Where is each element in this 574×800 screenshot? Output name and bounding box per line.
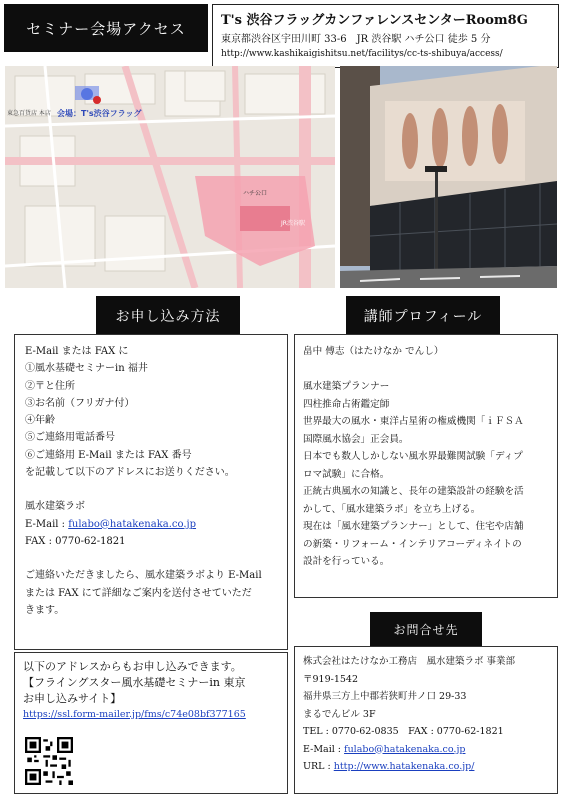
apply-method-box <box>14 334 288 650</box>
apply-line: E-Mail または FAX に <box>25 346 129 357</box>
apply-line: ①風水基礎セミナーin 福井 <box>25 363 148 375</box>
contact-email-label: E-Mail : <box>303 743 342 755</box>
profile-line: 風水建築プランナー <box>303 381 390 392</box>
apply-line: を記載して以下のアドレスにお送りください。 <box>25 467 235 479</box>
apply-note-line: きます。 <box>25 604 65 616</box>
apply-note-line: ご連絡いただきましたら、風水建築ラボより E-Mail <box>25 570 262 582</box>
map-label-store: 東急百貨店 本店 <box>7 110 51 117</box>
venue-url[interactable]: http://www.kashikaigishitsu.net/facilitys/cc-ts-shibuya/access/ <box>221 49 503 59</box>
contact-address-1: 福井県三方上中郡若狭町井ノ口 29-33 <box>303 691 467 702</box>
venue-info-box <box>212 4 559 68</box>
apply-line: ②〒と住所 <box>25 380 75 392</box>
venue-address: 東京都渋谷区宇田川町 33-6 JR 渋谷駅 ハチ公口 徒歩 5 分 <box>221 34 491 45</box>
online-line: 以下のアドレスからもお申し込みできます。 <box>23 660 242 673</box>
instructor-profile-header: 講師プロフィール <box>346 296 500 336</box>
apply-email-row <box>25 516 277 533</box>
map-label-station: JR渋谷駅 <box>281 220 305 227</box>
venue-street-photo <box>340 66 557 288</box>
venue-access-header: セミナー会場アクセス <box>4 4 208 52</box>
contact-email-link[interactable]: fulabo@hatakenaka.co.jp <box>344 743 466 755</box>
online-line: 【フライングスター風水基礎セミナーin 東京 <box>23 676 246 689</box>
online-apply-box <box>14 652 288 794</box>
profile-line: 正統古典風水の知識と、長年の建築設計の経験を活 <box>303 486 524 497</box>
contact-box <box>294 646 558 794</box>
apply-email-link[interactable]: fulabo@hatakenaka.co.jp <box>68 518 197 530</box>
contact-url-link[interactable]: http://www.hatakenaka.co.jp/ <box>333 761 475 772</box>
instructor-profile-box <box>294 334 558 598</box>
contact-address-2: まるでんビル 3F <box>303 708 376 720</box>
profile-name: 畠中 傅志（はたけなか でんし） <box>303 346 444 357</box>
online-line: お申し込みサイト】 <box>23 692 122 705</box>
profile-line: 設計を行っている。 <box>303 556 390 567</box>
map-label-venue: 会場：T's渋谷フラッグ <box>57 109 142 118</box>
map-graphic <box>5 66 335 288</box>
apply-line: ⑥ご連絡用 E-Mail または FAX 番号 <box>25 449 192 461</box>
venue-name: T's 渋谷フラッグカンファレンスセンターRoom8G <box>221 13 528 28</box>
apply-method-header: お申し込み方法 <box>96 296 240 336</box>
contact-email-row <box>303 741 549 759</box>
venue-map <box>5 66 335 288</box>
apply-line: ③お名前（フリガナ付） <box>25 397 135 409</box>
contact-tel-fax: TEL : 0770-62-0835 FAX : 0770-62-1821 <box>303 726 504 737</box>
qr-code <box>25 737 73 785</box>
online-apply-link[interactable]: https://ssl.form-mailer.jp/fms/c74e08bf377165 <box>23 709 246 720</box>
apply-line: ④年齢 <box>25 415 55 427</box>
profile-line: 現在は「風水建築プランナー」として、住宅や店舗 <box>303 521 524 532</box>
profile-line: 国際風水協会」正会員。 <box>303 433 409 445</box>
apply-note-line: または FAX にて詳細なご案内を送付させていただ <box>25 587 252 599</box>
contact-url-row <box>303 758 549 776</box>
profile-line: 四柱推命占術鑑定師 <box>303 398 390 410</box>
profile-line: ロマ試験」に合格。 <box>303 468 390 480</box>
profile-line: 世界最大の風水・東洋占星術の権威機関「ｉＦＳＡ <box>303 416 524 427</box>
contact-zip: 〒919-1542 <box>303 673 359 685</box>
profile-line <box>303 361 549 379</box>
profile-line: 日本でも数人しかしない風水界最難関試験「ディプ <box>303 451 523 462</box>
photo-graphic <box>340 66 557 288</box>
apply-org: 風水建築ラボ <box>25 501 85 513</box>
profile-line: かして、「風水建築ラボ」を立ち上げる。 <box>303 503 481 515</box>
apply-line: ⑤ご連絡用電話番号 <box>25 432 115 444</box>
map-label-hachiko: ハチ公口 <box>243 190 268 197</box>
apply-email-label: E-Mail : <box>25 518 66 530</box>
apply-fax: FAX : 0770-62-1821 <box>25 535 126 547</box>
contact-url-label: URL : <box>303 761 331 772</box>
contact-header: お問合せ先 <box>370 612 482 646</box>
contact-company: 株式会社はたけなか工務店 風水建築ラボ 事業部 <box>303 656 516 667</box>
profile-line: の新築・リフォーム・インテリアコーディネイトの <box>303 538 522 550</box>
